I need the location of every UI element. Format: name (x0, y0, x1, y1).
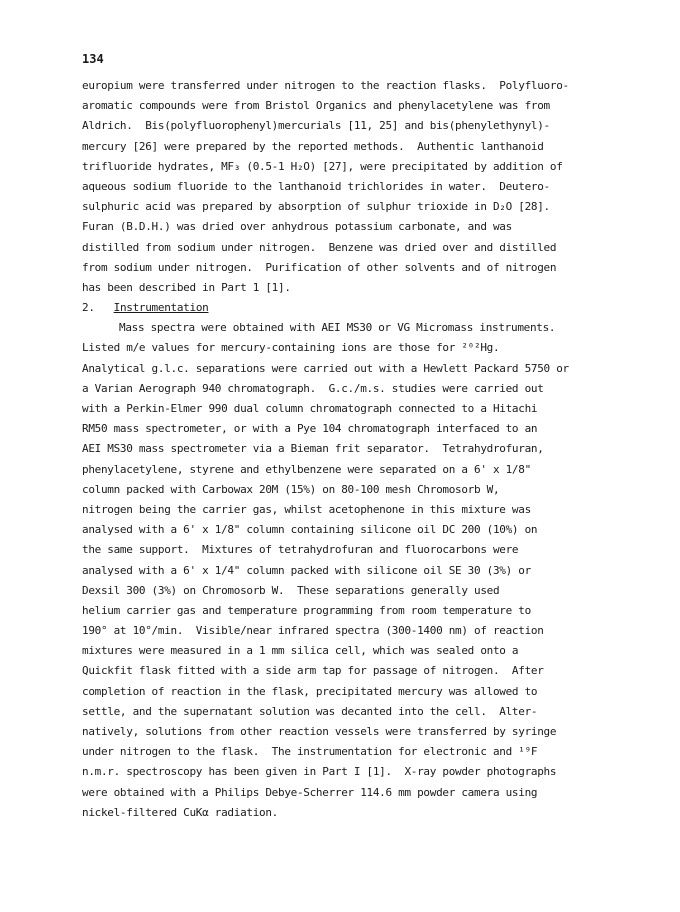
text-line: sulphuric acid was prepared by absorption of sulphur trioxide in D₂O [28]. (82, 200, 550, 214)
text-line: 190° at 10°/min. Visible/near infrared spectra (300-1400 nm) of reaction (82, 624, 544, 638)
text-line: settle, and the supernatant solution was decanted into the cell. Alter- (82, 704, 538, 718)
paragraph-instrumentation (82, 318, 602, 823)
text-line: mercury [26] were prepared by the reported methods. Authentic lanthanoid (82, 139, 544, 153)
text-line: has been described in Part 1 [1]. (82, 280, 291, 294)
text-line: Furan (B.D.H.) was dried over anhydrous potassium carbonate, and was (82, 220, 512, 234)
section-heading (82, 298, 602, 318)
section-title: Instrumentation (113, 301, 209, 315)
text-line: trifluoride hydrates, MF₃ (0.5-1 H₂O) [27], were precipitated by addition of (82, 159, 563, 173)
text-line: n.m.r. spectroscopy has been given in Part I [1]. X-ray powder photographs (82, 765, 557, 779)
text-line: mixtures were measured in a 1 mm silica cell, which was sealed onto a (82, 644, 519, 658)
section-number: 2. (82, 301, 95, 315)
text-line: Mass spectra were obtained with AEI MS30 or VG Micromass instruments. (119, 321, 556, 335)
text-line: RM50 mass spectrometer, or with a Pye 104 chromatograph interfaced to an (82, 422, 538, 436)
text-line: under nitrogen to the flask. The instrumentation for electronic and ¹⁹F (82, 745, 538, 759)
text-line: analysed with a 6' x 1/8" column containing silicone oil DC 200 (10%) on (82, 523, 538, 537)
text-line: Quickfit flask fitted with a side arm tap for passage of nitrogen. After (82, 664, 544, 678)
text-line: a Varian Aerograph 940 chromatograph. G.c./m.s. studies were carried out (82, 381, 544, 395)
text-line: Listed m/e values for mercury-containing ions are those for ²⁰²Hg. (82, 341, 500, 355)
text-line: from sodium under nitrogen. Purification of other solvents and of nitrogen (82, 260, 557, 274)
page-number: 134 (82, 52, 104, 66)
body-text (82, 76, 602, 823)
text-line: natively, solutions from other reaction vessels were transferred by syringe (82, 725, 557, 738)
text-line: completion of reaction in the flask, precipitated mercury was allowed to (82, 684, 538, 698)
text-line: Dexsil 300 (3%) on Chromosorb W. These separations generally used (82, 583, 500, 597)
text-line: aqueous sodium fluoride to the lanthanoid trichlorides in water. Deutero- (82, 179, 550, 193)
text-line: Analytical g.l.c. separations were carried out with a Hewlett Packard 5750 or (82, 361, 569, 375)
text-line: europium were transferred under nitrogen to the reaction flasks. Polyfluoro- (82, 79, 569, 92)
text-line: distilled from sodium under nitrogen. Benzene was dried over and distilled (82, 240, 557, 254)
text-line: nitrogen being the carrier gas, whilst acetophenone in this mixture was (82, 502, 531, 516)
text-line: the same support. Mixtures of tetrahydrofuran and fluorocarbons were (82, 543, 519, 557)
text-line: analysed with a 6' x 1/4" column packed with silicone oil SE 30 (3%) or (82, 563, 531, 577)
paragraph-materials (82, 76, 602, 298)
text-line: aromatic compounds were from Bristol Organics and phenylacetylene was from (82, 99, 550, 113)
text-line: nickel-filtered CuKα radiation. (82, 805, 278, 819)
text-line: with a Perkin-Elmer 990 dual column chromatograph connected to a Hitachi (82, 402, 538, 415)
text-line: Aldrich. Bis(polyfluorophenyl)mercurials [11, 25] and bis(phenylethynyl)- (82, 119, 550, 133)
text-line: phenylacetylene, styrene and ethylbenzene were separated on a 6' x 1/8" (82, 462, 531, 476)
text-line: AEI MS30 mass spectrometer via a Bieman frit separator. Tetrahydrofuran, (82, 442, 544, 456)
text-line: helium carrier gas and temperature programming from room temperature to (82, 603, 531, 617)
text-line: column packed with Carbowax 20M (15%) on 80-100 mesh Chromosorb W, (82, 482, 500, 496)
text-line: were obtained with a Philips Debye-Scherrer 114.6 mm powder camera using (82, 785, 538, 799)
